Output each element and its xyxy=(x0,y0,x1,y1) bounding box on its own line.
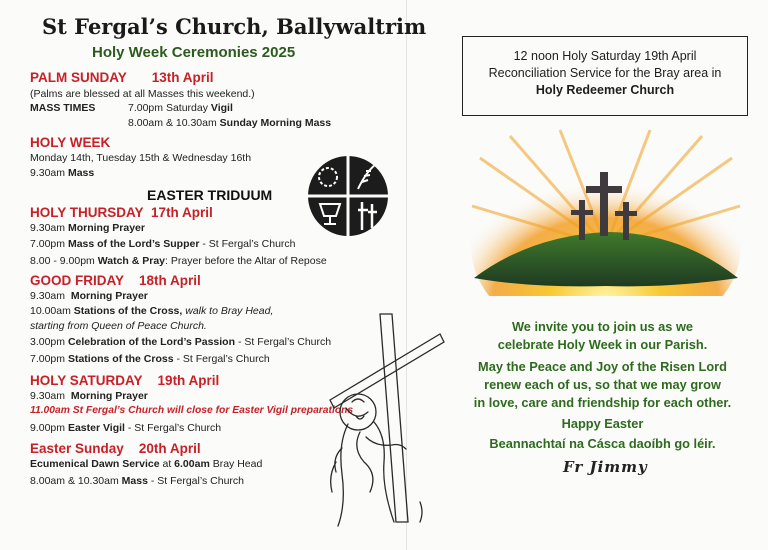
palm-sunday-date: 13th April xyxy=(151,70,214,85)
holy-saturday-notice: 11.00am St Fergal’s Church will close for Easter Vigil preparations xyxy=(30,405,354,416)
palm-sunday-line1: MASS TIMES 7.00pm Saturday Vigil xyxy=(30,102,233,114)
message-line-5: in love, care and friendship for each other. xyxy=(473,395,732,410)
page-title: St Fergal’s Church, Ballywaltrim xyxy=(42,14,427,39)
message-line-1: We invite you to join us as we xyxy=(511,319,694,334)
palm-sunday-note: (Palms are blessed at all Masses this weekend.) xyxy=(30,88,255,100)
good-friday-line4: 7.00pm Stations of the Cross - St Fergal’s Church xyxy=(30,353,270,365)
holy-thursday-line2: 7.00pm Mass of the Lord’s Supper - St Fergal’s Church xyxy=(30,238,296,250)
good-friday-line2: 10.00am Stations of the Cross, walk to Bray Head, xyxy=(30,305,274,317)
mass-times-label: MASS TIMES xyxy=(30,102,96,114)
notice-line-2: Reconciliation Service for the Bray area in xyxy=(488,66,722,80)
reconciliation-notice-box xyxy=(462,36,748,116)
holy-thursday-line1: 9.30am Morning Prayer xyxy=(30,222,145,234)
palm-sunday-title: PALM SUNDAY xyxy=(30,70,127,85)
easter-sunday-line2: 8.00am & 10.30am Mass - St Fergal’s Church xyxy=(30,475,245,487)
holy-saturday-line2: 9.00pm Easter Vigil - St Fergal’s Church xyxy=(30,422,222,434)
holy-saturday-heading: HOLY SATURDAY 19th April xyxy=(30,373,220,388)
irish-greeting: Beannachtaí na Cásca daoíbh go léir. xyxy=(489,436,716,451)
three-crosses-hill-illustration xyxy=(470,128,742,296)
holy-week-heading: HOLY WEEK xyxy=(30,135,111,150)
palm-sunday-heading xyxy=(30,70,214,85)
triduum-emblem-icon xyxy=(306,154,390,238)
holy-thursday-heading: HOLY THURSDAY 17th April xyxy=(30,205,213,220)
good-friday-line3: 3.00pm Celebration of the Lord’s Passion - St Fergal’s Church xyxy=(30,336,332,348)
signature: Fr Jimmy xyxy=(563,458,648,476)
jesus-carrying-cross-illustration xyxy=(320,312,445,527)
holy-week-days: Monday 14th, Tuesday 15th & Wednesday 16th xyxy=(30,152,252,164)
holy-saturday-line1: 9.30am Morning Prayer xyxy=(30,390,148,402)
message-line-4: renew each of us, so that we may grow xyxy=(484,377,721,392)
good-friday-heading: GOOD FRIDAY 18th April xyxy=(30,273,201,288)
message-line-3: May the Peace and Joy of the Risen Lord xyxy=(478,359,727,374)
page-subtitle: Holy Week Ceremonies 2025 xyxy=(92,44,296,61)
happy-easter: Happy Easter xyxy=(561,416,644,431)
good-friday-line1: 9.30am Morning Prayer xyxy=(30,290,148,302)
holy-thursday-line3: 8.00 - 9.00pm Watch & Pray: Prayer before the Altar of Repose xyxy=(30,255,327,267)
message-line-2: celebrate Holy Week in our Parish. xyxy=(497,337,708,352)
easter-sunday-heading: Easter Sunday 20th April xyxy=(30,441,201,456)
palm-sunday-line2: 8.00am & 10.30am Sunday Morning Mass xyxy=(128,117,332,129)
holy-week-mass: 9.30am Mass xyxy=(30,167,95,179)
easter-sunday-line1: Ecumenical Dawn Service at 6.00am Bray Head xyxy=(30,458,263,470)
good-friday-line2b: starting from Queen of Peace Church. xyxy=(30,320,207,332)
notice-line-3: Holy Redeemer Church xyxy=(535,83,675,97)
triduum-heading: EASTER TRIDUUM xyxy=(147,187,273,203)
notice-line-1: 12 noon Holy Saturday 19th April xyxy=(513,49,697,63)
